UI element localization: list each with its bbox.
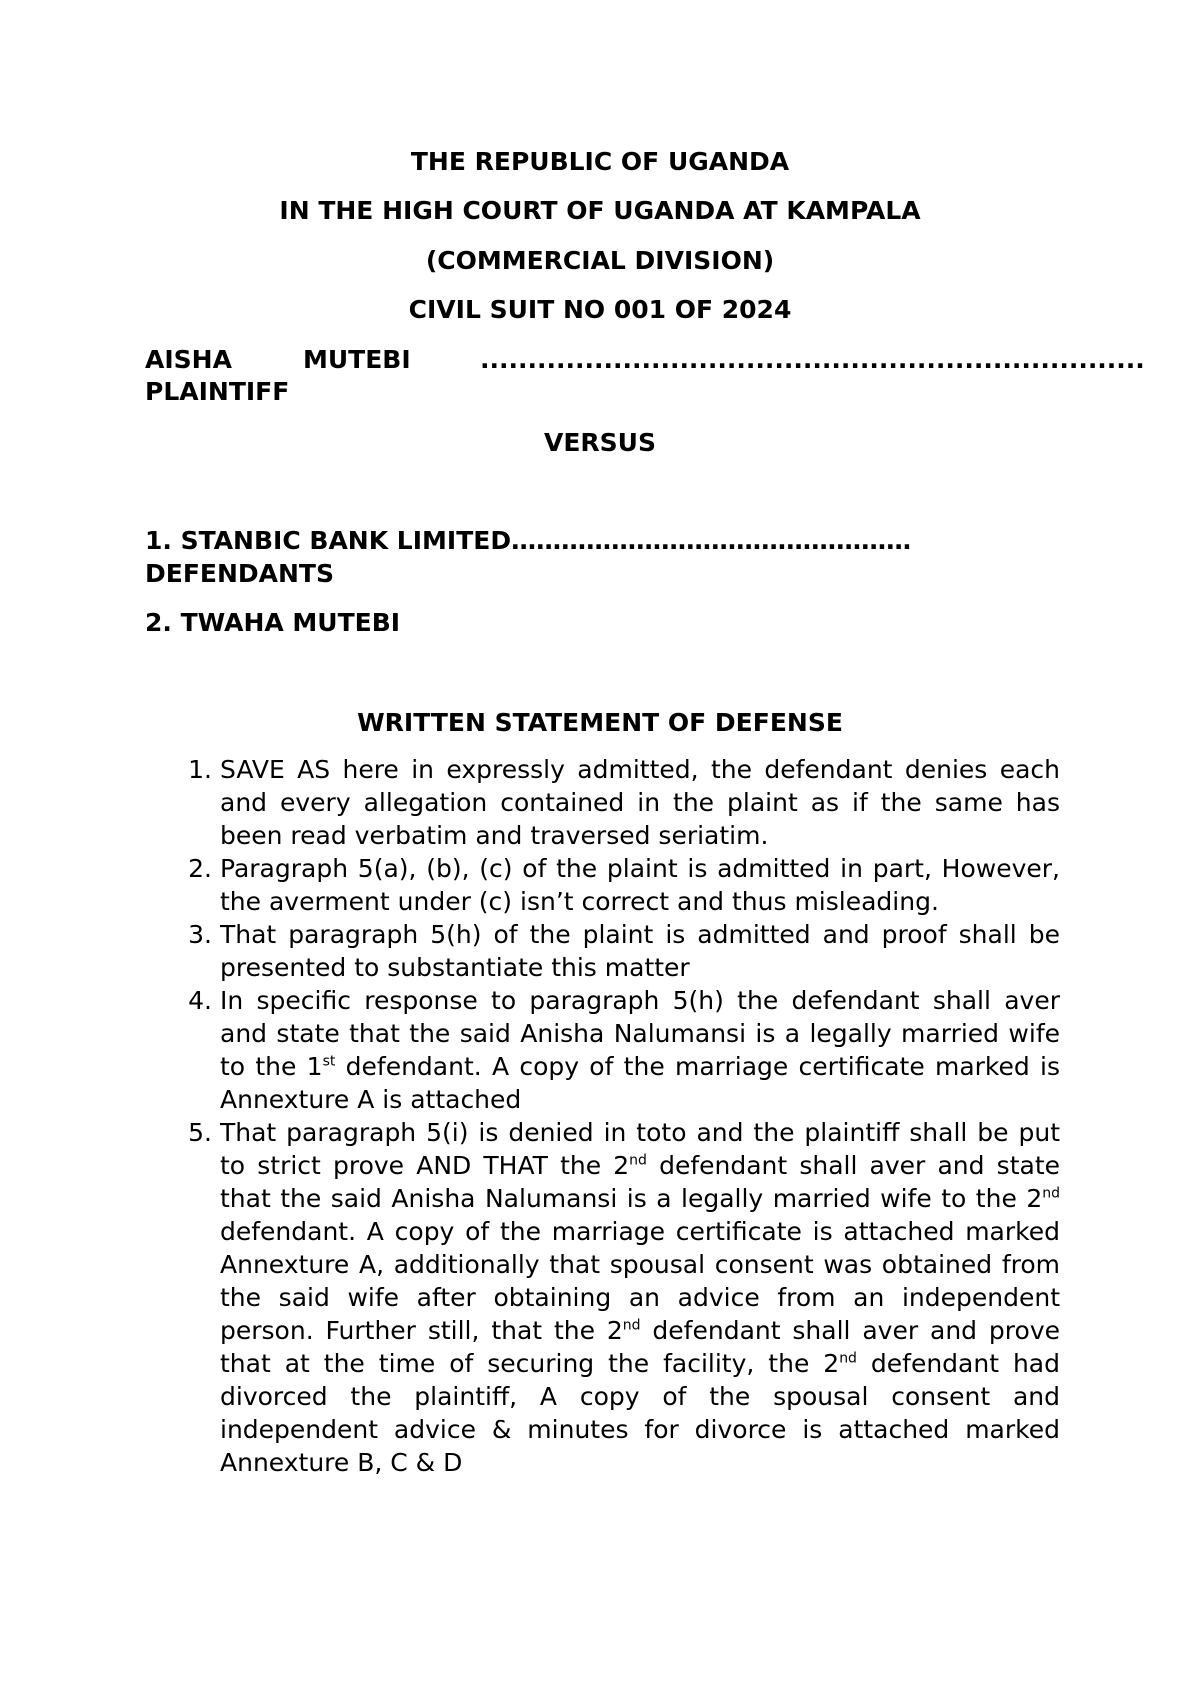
- first-defendant: 1. STANBIC BANK LIMITED: [145, 526, 512, 555]
- list-item: [188, 984, 1060, 1116]
- item-number: 2.: [188, 854, 212, 883]
- defendants-role: DEFENDANTS: [145, 559, 334, 588]
- list-item: [188, 918, 1060, 984]
- plaintiff-last-name: MUTEBI: [303, 345, 411, 374]
- item-text: Paragraph 5(a), (b), (c) of the plaint is admitted in part, However, the averment under (c) isn’t correct and thus misleading.: [220, 854, 1060, 916]
- plaintiff-first-name: AISHA: [145, 345, 232, 374]
- division-heading: (COMMERCIAL DIVISION): [425, 246, 775, 275]
- item-number: 5.: [188, 1118, 212, 1147]
- item-text: In specific response to paragraph 5(h) the defendant shall aver and state that the said Anisha Nalumansi is a legally married wife to the 1st defendant. A copy of the marriage certificate marked is Annexture A is attached: [220, 986, 1060, 1114]
- list-item: [188, 753, 1060, 852]
- plaintiff-role: PLAINTIFF: [145, 377, 290, 406]
- item-text: SAVE AS here in expressly admitted, the defendant denies each and every allegation contained in the plaint as if the same has been read verbatim and traversed seriatim.: [220, 755, 1060, 850]
- plaintiff-dots: ......................................................................: [480, 345, 1145, 374]
- list-item: [188, 852, 1060, 918]
- item-number: 1.: [188, 755, 212, 784]
- versus-heading: VERSUS: [544, 428, 656, 457]
- item-number: 4.: [188, 986, 212, 1015]
- item-number: 3.: [188, 920, 212, 949]
- first-defendant-row: [145, 525, 911, 557]
- list-item: [188, 1116, 1060, 1479]
- suit-number-heading: CIVIL SUIT NO 001 OF 2024: [408, 295, 792, 324]
- republic-heading: THE REPUBLIC OF UGANDA: [410, 147, 790, 176]
- court-heading: IN THE HIGH COURT OF UGANDA AT KAMPALA: [279, 196, 921, 225]
- item-text: That paragraph 5(i) is denied in toto and the plaintiff shall be put to strict prove AND THAT the 2nd defendant shall aver and state that the said Anisha Nalumansi is a legally married wife to the 2nd defendant. A copy of the marriage certificate is attached marked Annexture A, additionally that spousal consent was obtained from the said wife after obtaining an advice from an independent person. Further still, that the 2nd defendant shall aver and prove that at the time of securing the facility, the 2nd defendant had divorced the plaintiff, A copy of the spousal consent and independent advice & minutes for divorce is attached marked Annexture B, C & D: [220, 1118, 1060, 1477]
- defense-paragraphs: [188, 753, 1060, 1479]
- defendant-dots: …………………………………………: [511, 526, 912, 555]
- second-defendant: 2. TWAHA MUTEBI: [145, 608, 401, 637]
- item-text: That paragraph 5(h) of the plaint is admitted and proof shall be presented to substantiate this matter: [220, 920, 1060, 982]
- document-title: WRITTEN STATEMENT OF DEFENSE: [357, 708, 843, 737]
